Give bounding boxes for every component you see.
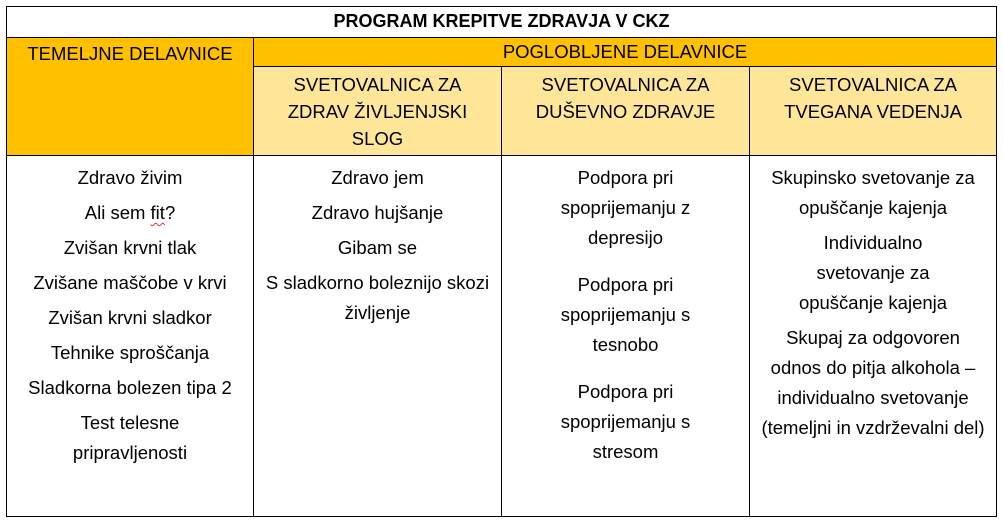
subheader-risky-behaviours: [749, 67, 996, 155]
basic-workshops-list: [7, 163, 253, 515]
list-item: Zvišan krvni tlak: [63, 237, 197, 258]
healthy-lifestyle-list: [253, 156, 501, 516]
list-item: Zvišane maščobe v krvi: [33, 272, 227, 293]
spellcheck-word: fit: [150, 202, 165, 223]
basic-workshops-header: [7, 38, 253, 155]
list-item: Zvišan krvni sladkor: [48, 307, 212, 328]
list-item: S sladkorno boleznijo skozi življenje: [265, 272, 490, 323]
list-item: Zdravo živim: [77, 167, 183, 188]
list-item-text: ?: [164, 202, 176, 223]
list-item-text: Ali sem: [84, 202, 151, 223]
list-item: Gibam se: [337, 237, 418, 258]
list-item: Podpora pri spoprijemanju s stresom: [560, 381, 691, 462]
table-title: PROGRAM KREPITVE ZDRAVJA V CKZ: [333, 11, 670, 31]
list-item: Tehnike sproščanja: [50, 342, 210, 363]
advanced-workshops-header: [253, 38, 996, 66]
list-item: Sladkorna bolezen tipa 2: [28, 377, 232, 398]
list-item: Skupinsko svetovanje za opuščanje kajenja: [771, 167, 975, 218]
mental-health-list: [501, 156, 749, 516]
list-item: Podpora pri spoprijemanju s tesnobo: [560, 274, 691, 355]
list-item: Podpora pri spoprijemanju z depresijo: [560, 167, 691, 248]
basic-workshops-header-label: TEMELJNE DELAVNICE: [27, 43, 233, 64]
list-item: Zdravo hujšanje: [311, 202, 444, 223]
table-border-right: [996, 6, 997, 517]
subheader-risky-behaviours-label: SVETOVALNICA ZA TVEGANA VEDENJA: [784, 74, 962, 122]
list-item: Skupaj za odgovoren odnos do pitja alkohola – individualno svetovanje (temeljni in vzdrževalni del): [761, 327, 985, 438]
risky-behaviours-list: [749, 156, 996, 516]
subheader-healthy-lifestyle: [253, 67, 501, 155]
table-border-bottom: [6, 516, 997, 517]
subheader-mental-health-label: SVETOVALNICA ZA DUŠEVNO ZDRAVJE: [535, 74, 716, 122]
list-item: [15, 198, 245, 228]
subheader-healthy-lifestyle-label: SVETOVALNICA ZA ZDRAV ŽIVLJENJSKI SLOG: [287, 74, 468, 149]
list-item: Test telesne pripravljenosti: [72, 412, 188, 463]
advanced-workshops-header-label: POGLOBLJENE DELAVNICE: [502, 41, 748, 62]
list-item: Zdravo jem: [331, 167, 424, 188]
list-item: Individualno svetovanje za opuščanje kajenja: [798, 232, 948, 313]
subheader-mental-health: [501, 67, 749, 155]
